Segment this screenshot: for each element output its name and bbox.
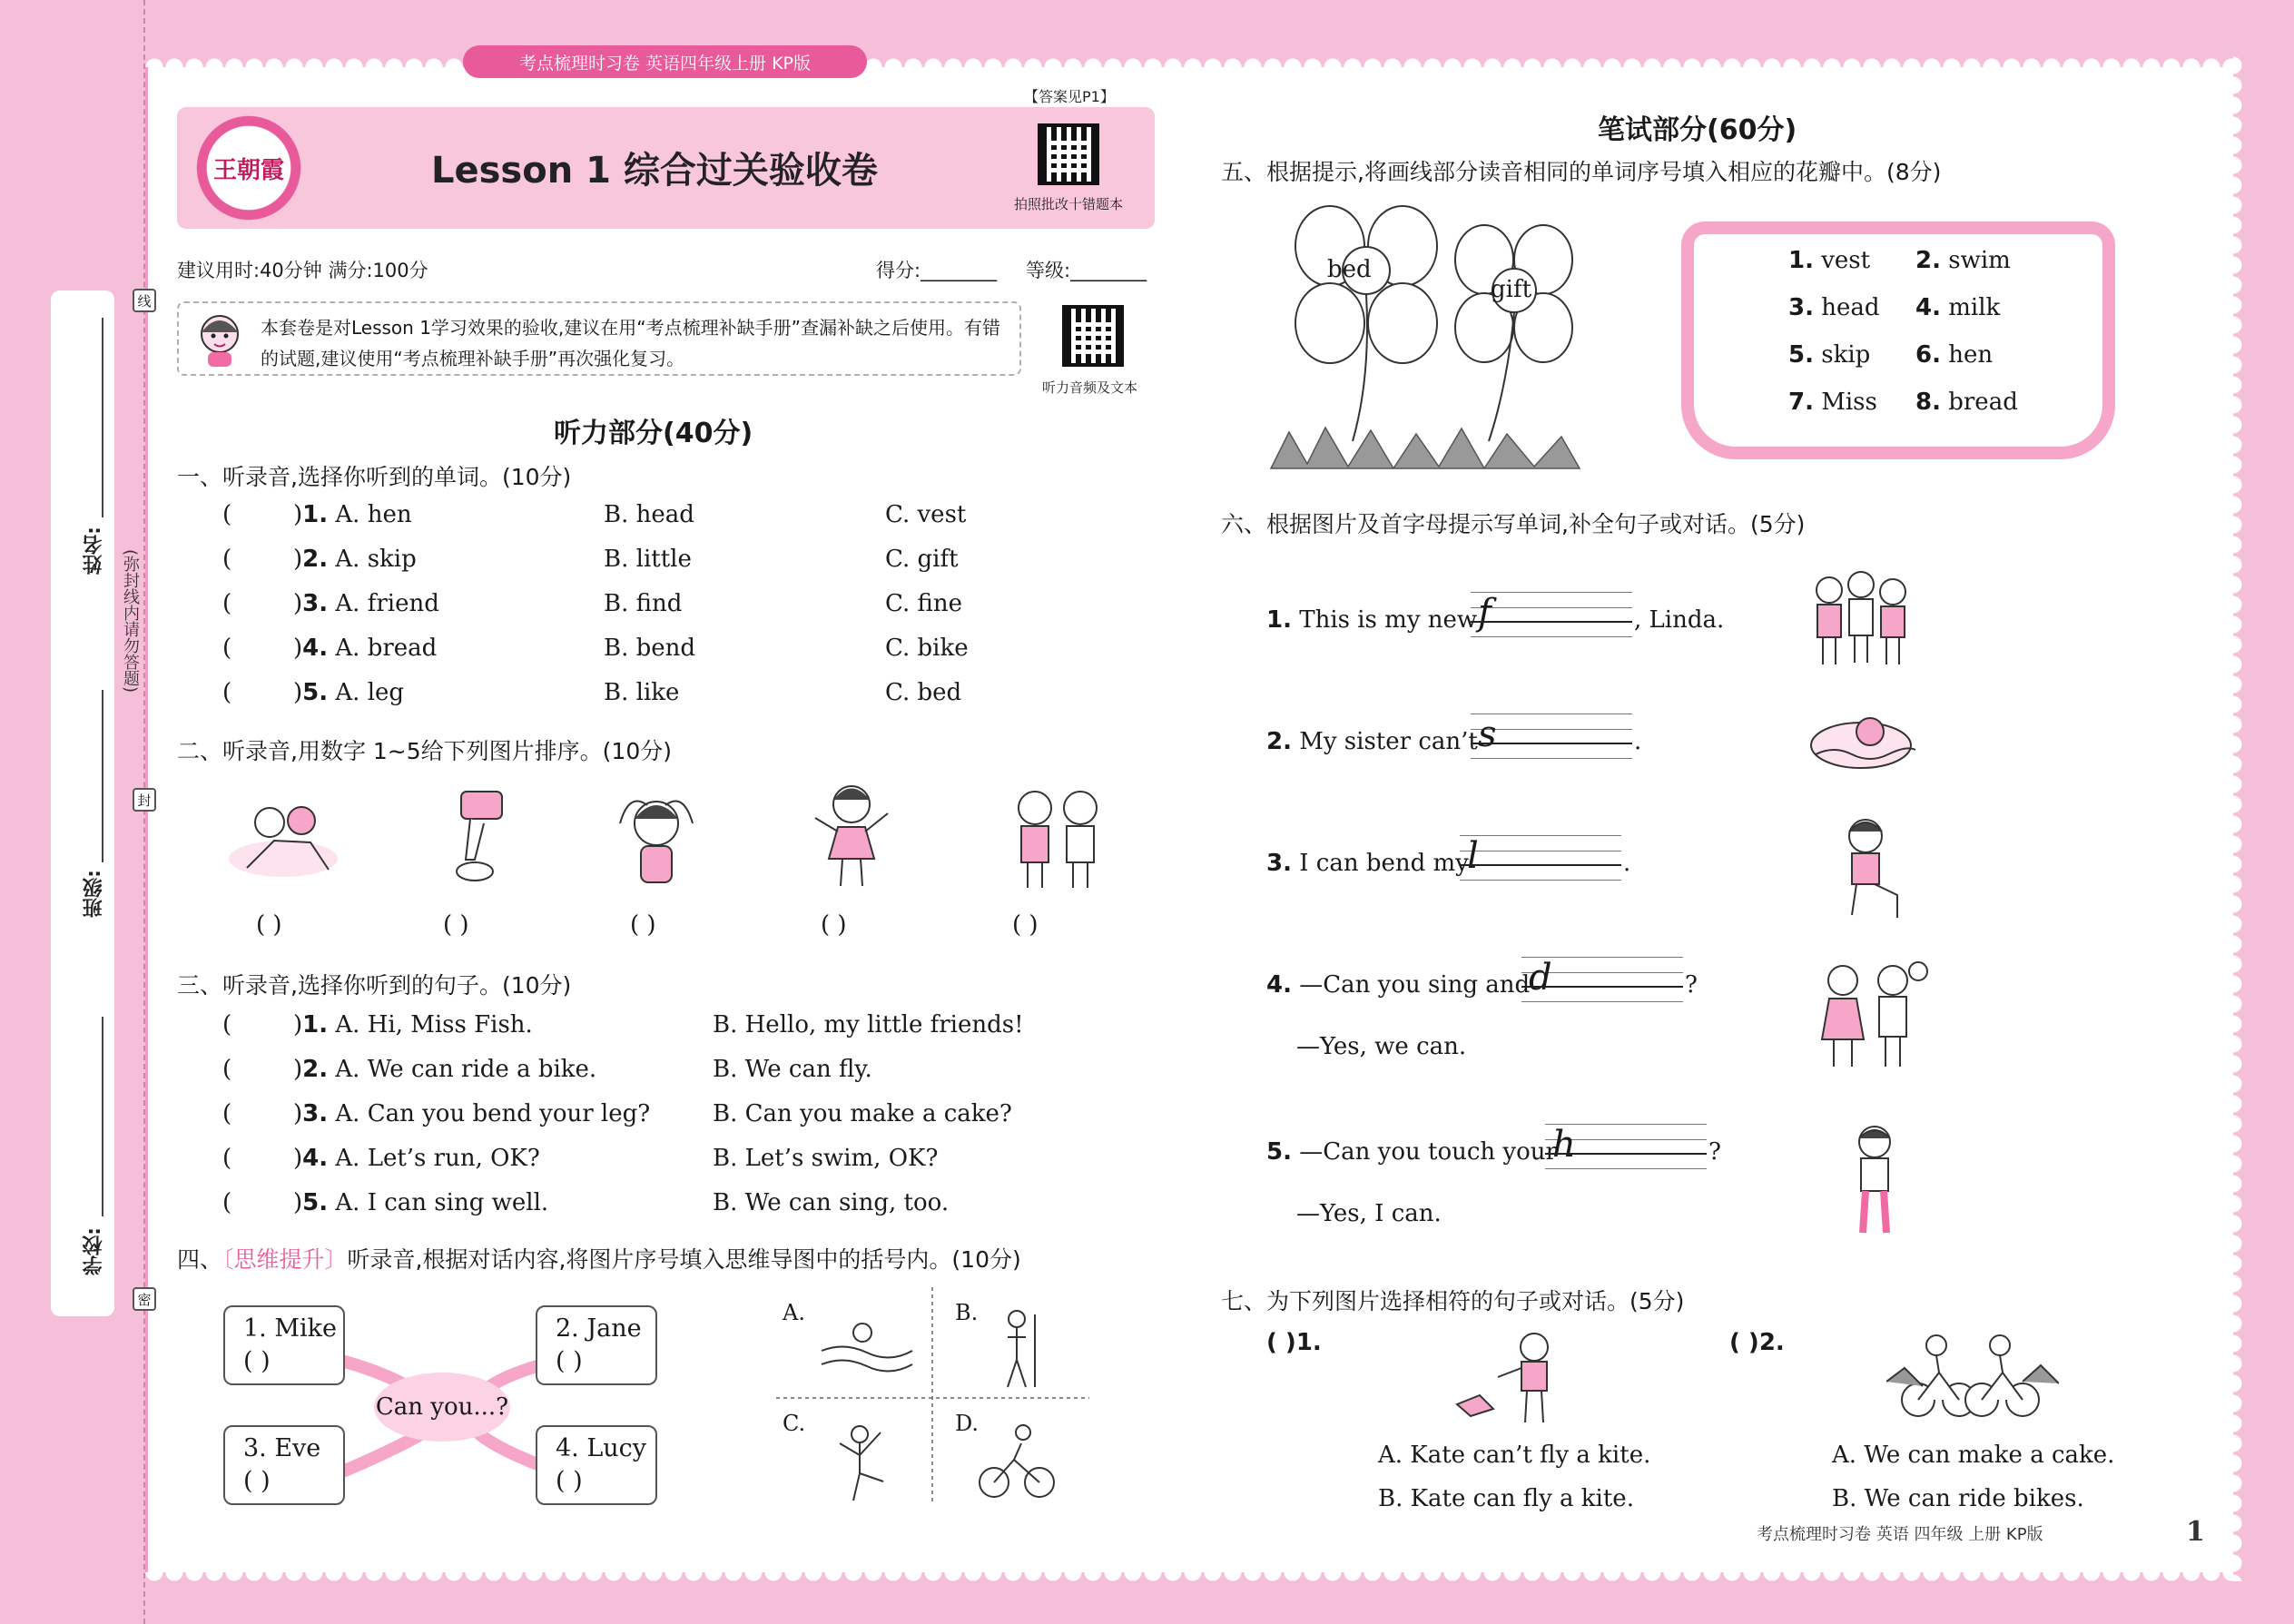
girl-avatar-icon	[192, 309, 248, 369]
page-title: Lesson 1 综合过关验收卷	[431, 150, 878, 192]
sentence-end-5: ?	[1708, 1138, 1721, 1166]
class-field[interactable]	[102, 690, 103, 862]
grid-label-a: A.	[783, 1300, 805, 1325]
word-item: 1. vest	[1788, 247, 1871, 274]
part1-row: ( )1. A. hen	[222, 501, 412, 528]
order-blank[interactable]: ( )	[821, 911, 847, 939]
decorative-border-right	[2233, 56, 2251, 1581]
part1-row: ( )5. A. leg	[222, 679, 405, 706]
part1-heading: 一、听录音,选择你听到的单词。(10分)	[177, 464, 572, 490]
fill-sentence-5: 5. —Can you touch your	[1266, 1138, 1557, 1166]
part3-option-b: B. Can you make a cake?	[713, 1100, 1012, 1127]
sentence-end-2: .	[1634, 728, 1642, 755]
grid-label-c: C.	[783, 1411, 806, 1436]
seal-char-top: 线	[133, 289, 156, 312]
match-blank-2[interactable]: ( )2.	[1729, 1329, 1785, 1356]
series-banner: 考点梳理时习卷 英语四年级上册 KP版	[463, 45, 867, 78]
part1-option-c: C. gift	[885, 546, 959, 573]
word-item: 7. Miss	[1788, 389, 1877, 416]
mind-map-blank[interactable]: ( )	[556, 1347, 583, 1375]
part1-option-b: B. like	[604, 679, 680, 706]
seal-line	[143, 0, 145, 1624]
title-block	[177, 107, 1155, 229]
part3-option-b: B. Hello, my little friends!	[713, 1011, 1024, 1038]
option-1a: A. Kate can’t fly a kite.	[1378, 1442, 1651, 1469]
page-footer: 考点梳理时习卷 英语 四年级 上册 KP版	[1757, 1525, 2043, 1544]
children-playing-picture	[220, 786, 347, 886]
mind-map-box-jane: 2. Jane ( )	[536, 1305, 657, 1385]
part1-option-b: B. head	[604, 501, 694, 528]
grid-label-b: B.	[955, 1300, 979, 1325]
time-info: 建议用时:40分钟 满分:100分	[177, 260, 428, 281]
option-1b: B. Kate can fly a kite.	[1378, 1485, 1634, 1512]
score-field[interactable]: 得分:________	[876, 260, 998, 281]
part2-heading: 二、听录音,用数字 1~5给下列图片排序。(10分)	[177, 738, 672, 764]
writing-line-4[interactable]: d	[1521, 957, 1683, 1002]
leg-picture	[434, 782, 516, 891]
friends-picture	[1807, 565, 1915, 674]
name-label: 姓名:	[83, 527, 105, 575]
part1-row: ( )4. A. bread	[222, 635, 438, 662]
option-2a: A. We can make a cake.	[1832, 1442, 2115, 1469]
mind-map-blank[interactable]: ( )	[243, 1347, 271, 1375]
grid-label-d: D.	[955, 1411, 980, 1436]
writing-line-1[interactable]: f	[1471, 592, 1632, 637]
word-item: 2. swim	[1915, 247, 2011, 274]
part1-option-b: B. find	[604, 590, 683, 617]
school-label: 学校:	[83, 1227, 105, 1275]
flower-word-gift: gift	[1491, 276, 1532, 303]
boy-bending-leg-picture	[1825, 813, 1915, 922]
kids-riding-bikes-picture	[1886, 1327, 2059, 1427]
sentence-end-3: .	[1623, 850, 1631, 877]
order-blank[interactable]: ( )	[630, 911, 656, 939]
word-card-frame	[1681, 221, 2115, 459]
two-girls-picture	[999, 781, 1117, 894]
sentence-end-1: , Linda.	[1634, 606, 1725, 634]
mind-map-blank[interactable]: ( )	[556, 1467, 583, 1495]
reply-4: —Yes, we can.	[1296, 1033, 1467, 1060]
mind-map-box-eve: 3. Eve ( )	[223, 1425, 345, 1505]
part3-option-b: B. Let’s swim, OK?	[713, 1145, 939, 1172]
part4-heading: 四、〔思维提升〕听录音,根据对话内容,将图片序号填入思维导图中的括号内。(10分)	[177, 1246, 1021, 1273]
flowers-illustration	[1262, 196, 1589, 477]
part1-option-b: B. little	[604, 546, 692, 573]
answer-reference: 【答案见P1】	[1024, 88, 1115, 105]
part6-heading: 六、根据图片及首字母提示写单词,补全句子或对话。(5分)	[1221, 511, 1806, 537]
part1-row: ( )2. A. skip	[222, 546, 417, 573]
part3-option-b: B. We can fly.	[713, 1056, 872, 1083]
decorative-border-top	[145, 49, 2242, 67]
part3-row: ( )3. A. Can you bend your leg?	[222, 1100, 651, 1127]
flower-word-bed: bed	[1327, 256, 1372, 283]
intro-note	[177, 301, 1021, 376]
word-item: 5. skip	[1788, 341, 1871, 369]
listening-section-title: 听力部分(40分)	[554, 418, 753, 449]
writing-line-2[interactable]: s	[1471, 714, 1632, 759]
grade-field[interactable]: 等级:________	[1026, 260, 1147, 281]
school-field[interactable]	[102, 1017, 103, 1216]
girl-with-kite-picture	[1452, 1327, 1580, 1427]
name-field[interactable]	[102, 318, 103, 517]
mind-map-box-lucy: 4. Lucy ( )	[536, 1425, 657, 1505]
part3-row: ( )4. A. Let’s run, OK?	[222, 1145, 540, 1172]
writing-line-3[interactable]: l	[1460, 835, 1621, 881]
boy-standing-picture	[1843, 1122, 1906, 1240]
part3-option-b: B. We can sing, too.	[713, 1189, 950, 1216]
page-number: 1	[2186, 1516, 2205, 1548]
singing-dancing-picture	[1811, 953, 1929, 1071]
word-item: 8. bread	[1915, 389, 2018, 416]
part3-row: ( )2. A. We can ride a bike.	[222, 1056, 597, 1083]
part1-option-b: B. bend	[604, 635, 696, 662]
word-item: 6. hen	[1915, 341, 1994, 369]
part1-option-c: C. bed	[885, 679, 962, 706]
brand-logo: 王朝霞	[195, 114, 302, 221]
girl-dancing-picture	[806, 777, 897, 895]
word-item: 3. head	[1788, 294, 1880, 321]
part1-option-c: C. vest	[885, 501, 967, 528]
order-blank[interactable]: ( )	[443, 911, 469, 939]
picture-grid-lines	[776, 1287, 1089, 1505]
fill-sentence-4: 4. —Can you sing and	[1266, 971, 1531, 999]
part1-row: ( )3. A. friend	[222, 590, 439, 617]
qr-code-icon[interactable]	[1038, 123, 1099, 185]
sentence-end-4: ?	[1685, 971, 1698, 999]
audio-qr-caption: 听力音频及文本	[1042, 379, 1138, 396]
match-blank-1[interactable]: ( )1.	[1266, 1329, 1322, 1356]
option-2b: B. We can ride bikes.	[1832, 1485, 2084, 1512]
seal-warning: (弥封线内请勿答题)	[121, 549, 140, 694]
part3-row: ( )5. A. I can sing well.	[222, 1189, 549, 1216]
class-label: 班级:	[83, 870, 105, 918]
mind-map-center: Can you...?	[374, 1373, 510, 1442]
writing-line-5[interactable]: h	[1545, 1124, 1707, 1169]
fill-sentence-1: 1. This is my new	[1266, 606, 1478, 634]
order-blank[interactable]: ( )	[256, 911, 282, 939]
intro-text: 本套卷是对Lesson 1学习效果的验收,建议在用“考点梳理补缺手册”查漏补缺之后使用。有错的试题,建议使用“考点梳理补缺手册”再次强化复习。	[261, 317, 1001, 369]
part1-option-c: C. fine	[885, 590, 962, 617]
fill-sentence-3: 3. I can bend my	[1266, 850, 1469, 877]
writing-section-title: 笔试部分(60分)	[1598, 114, 1797, 146]
order-blank[interactable]: ( )	[1012, 911, 1039, 939]
seal-char-mid: 封	[133, 788, 156, 812]
swimming-picture	[1807, 695, 1915, 786]
word-item: 4. milk	[1915, 294, 2001, 321]
binding-strip	[51, 290, 114, 1316]
qr-caption: 拍照批改十错题本	[1014, 196, 1124, 212]
mind-map-blank[interactable]: ( )	[243, 1467, 271, 1495]
decorative-border-bottom	[145, 1572, 2242, 1590]
seal-char-bottom: 密	[133, 1287, 156, 1311]
part7-heading: 七、为下列图片选择相符的句子或对话。(5分)	[1221, 1288, 1685, 1314]
part5-heading: 五、根据提示,将画线部分读音相同的单词序号填入相应的花瓣中。(8分)	[1221, 159, 1942, 185]
fill-sentence-2: 2. My sister can’t	[1266, 728, 1478, 755]
thinking-tag: 〔思维提升〕	[222, 1246, 348, 1273]
part1-option-c: C. bike	[885, 635, 969, 662]
part3-row: ( )1. A. Hi, Miss Fish.	[222, 1011, 533, 1038]
reply-5: —Yes, I can.	[1296, 1200, 1442, 1227]
mind-map-box-mike: 1. Mike ( )	[223, 1305, 345, 1385]
part3-heading: 三、听录音,选择你听到的句子。(10分)	[177, 972, 572, 999]
boy-touching-head-picture	[606, 782, 706, 891]
audio-qr-code-icon[interactable]	[1062, 305, 1124, 367]
